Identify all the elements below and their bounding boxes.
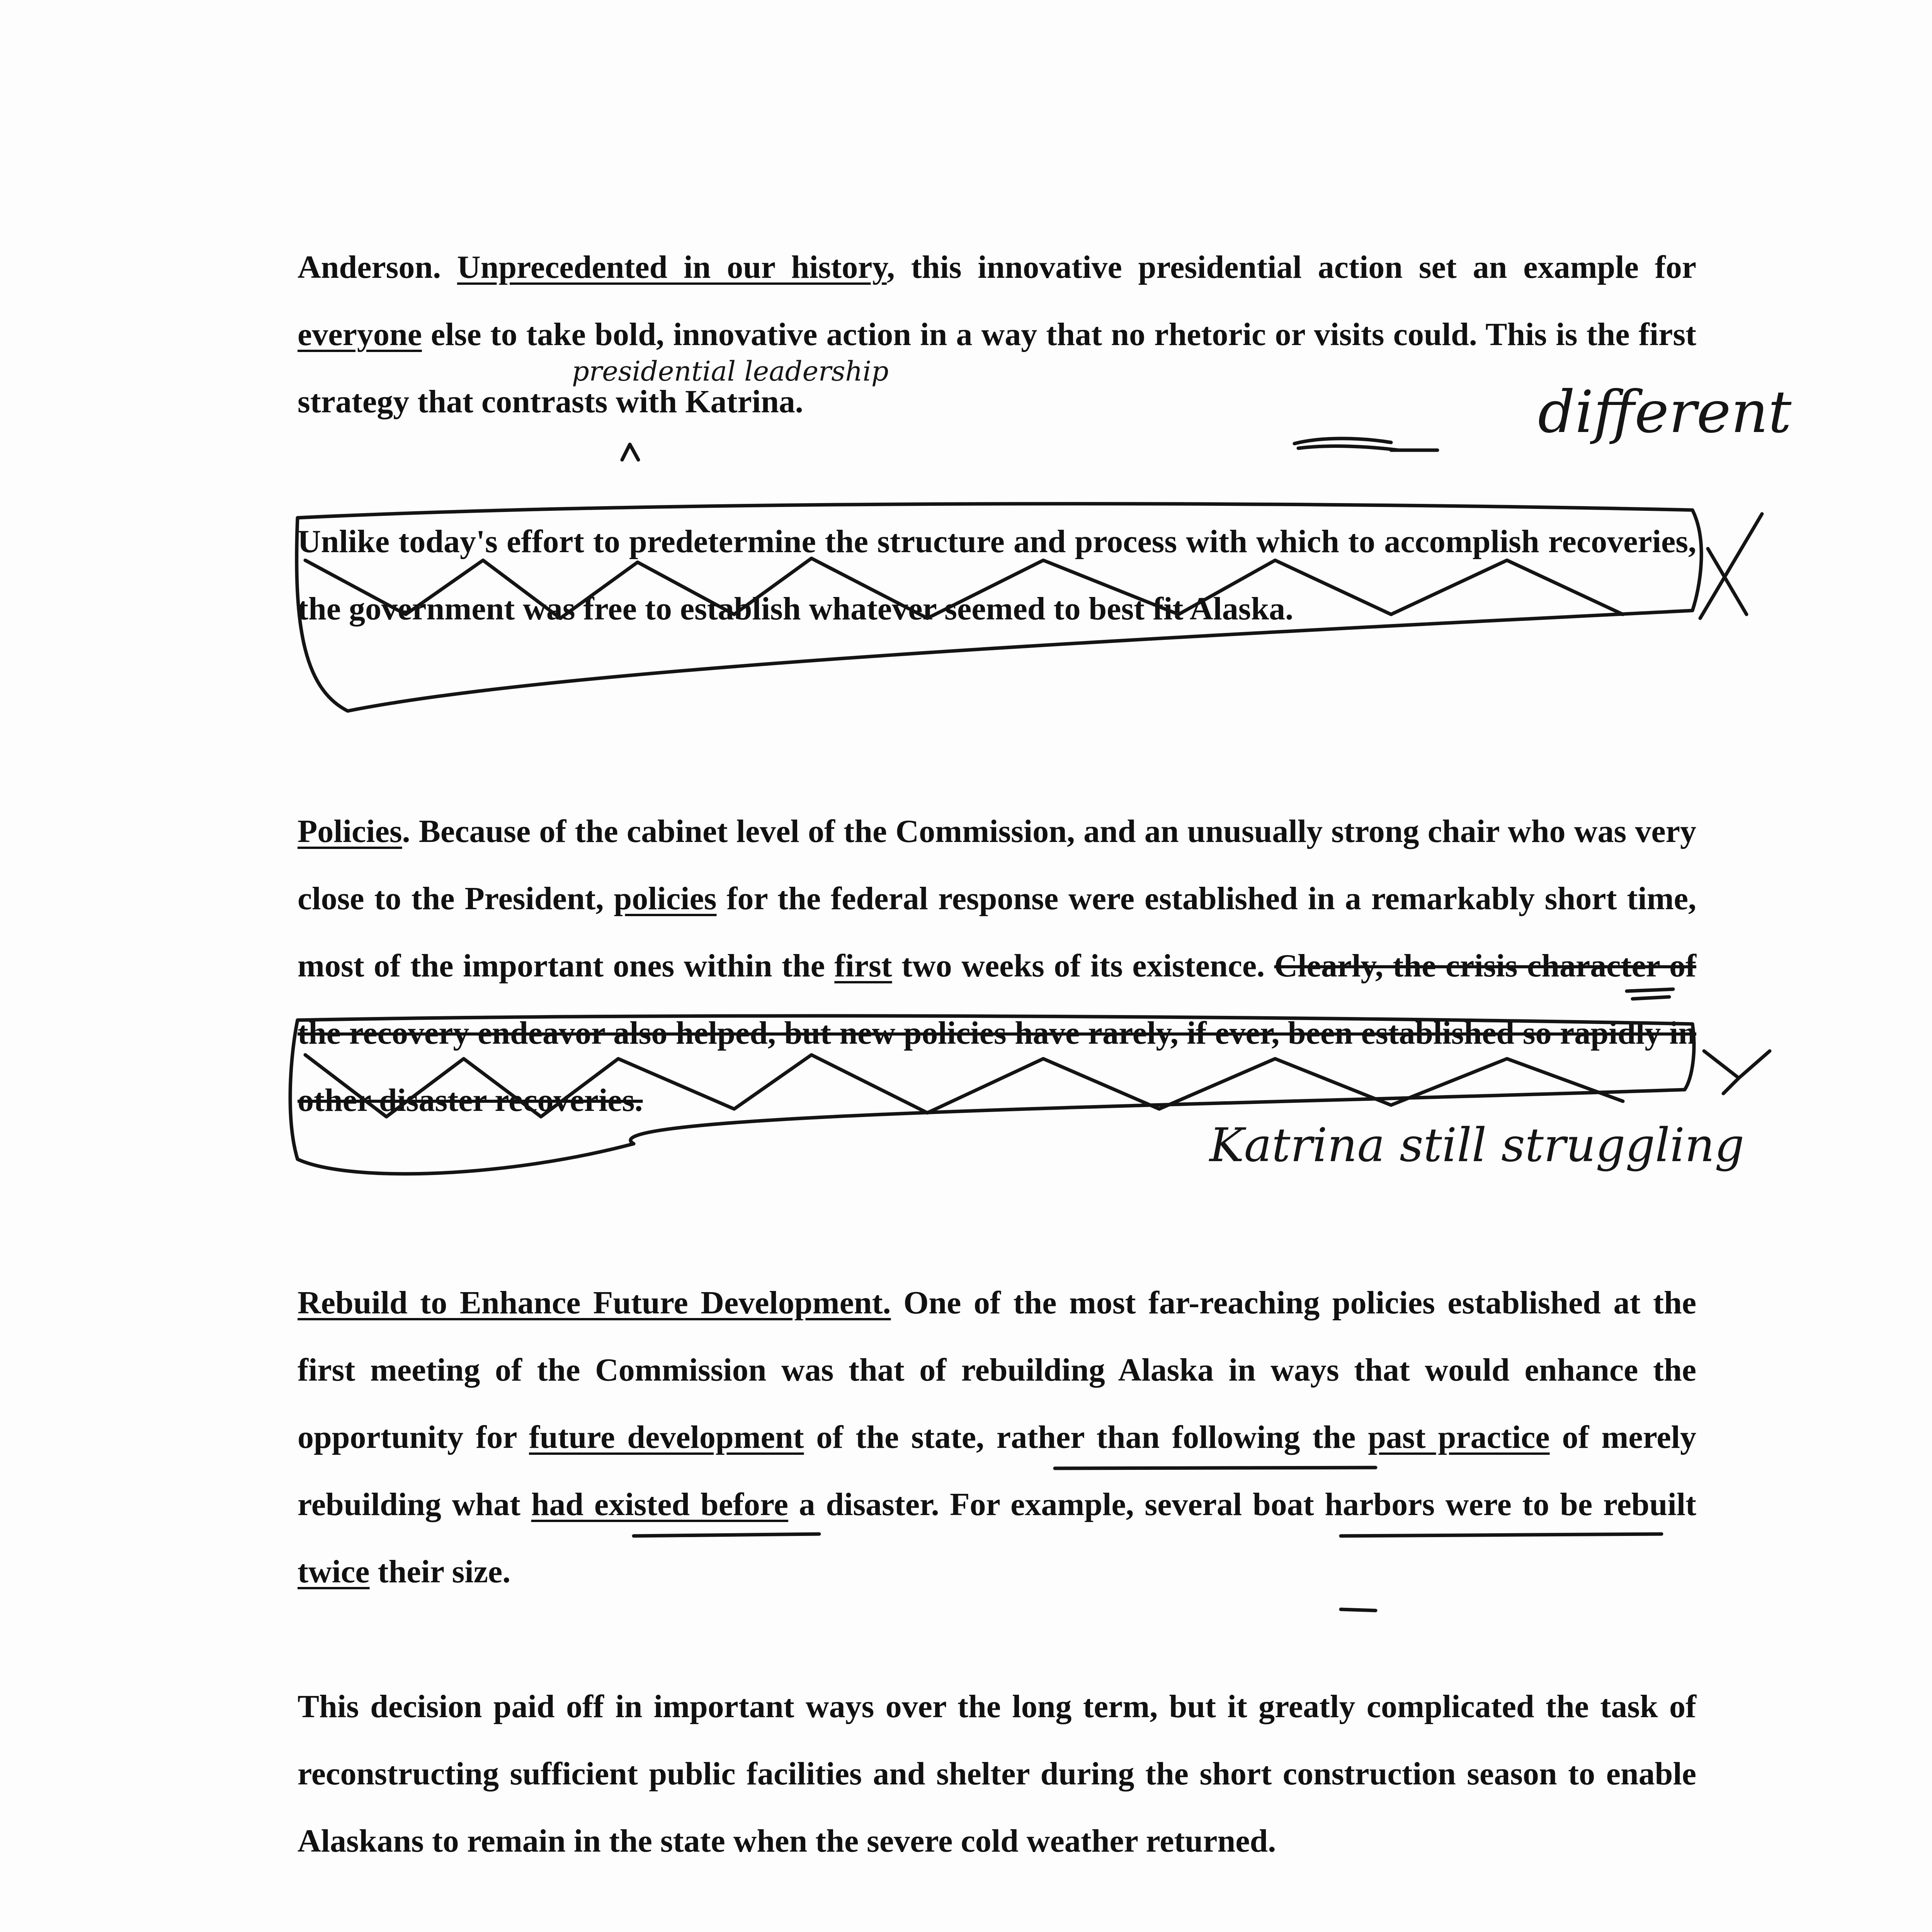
text-run: , this innovative presidential action set an example for (886, 249, 1696, 285)
text-run: two weeks of its existence. (892, 948, 1274, 984)
text-run: else to take bold, innovative action in a way that no rhetoric or visits could. This is the first strategy that contrasts with Katrina. (298, 316, 1696, 420)
underlined-phrase: had existed before (531, 1486, 788, 1522)
text-run: of merely rebuilding what (298, 1419, 1696, 1522)
text-run: One of the most far-reaching policies established at the first meeting of the Commission was that of rebuilding Alaska in ways that would enhance the opportunity for (298, 1285, 1696, 1455)
heading-policies: Policies (298, 813, 402, 849)
text-run: . Because of the cabinet level of the Commission, and an unusually strong chair who was very close to the President, (298, 813, 1696, 917)
underlined-word: everyone (298, 316, 422, 352)
handwritten-insert: presidential leadership (572, 355, 889, 387)
underlined-word: first (834, 948, 892, 984)
handwritten-note-different: different (1538, 379, 1792, 446)
circled-passage: Unlike today's effort to predetermine the structure and process with which to accomplish recoveries, the government was free to establish whatever seemed to best fit Alaska. (298, 524, 1696, 627)
text-run: This decision paid off in important ways over the long term, but it greatly complicated the task of reconstructing sufficient public facilities and shelter during the short construction season to enable Alaskans to remain in the state when the severe cold weather returned. (298, 1689, 1696, 1859)
paragraph-5 (298, 1673, 1696, 1875)
text-run: their size. (369, 1554, 511, 1590)
paragraph-2 (298, 508, 1696, 643)
underlined-word: twice (298, 1554, 370, 1590)
underlined-phrase: past practice (1368, 1419, 1550, 1455)
margin-x-mark (1700, 514, 1762, 618)
paragraph-1 (298, 234, 1696, 435)
paragraph-3 (298, 798, 1696, 1134)
text-run: of the state, rather than following the (804, 1419, 1368, 1455)
text-run: Anderson. (298, 249, 457, 285)
heavy-underline-mark (1341, 1609, 1376, 1611)
underlined-phrase: future development (529, 1419, 804, 1455)
paragraph-4 (298, 1269, 1696, 1605)
text-run: for the federal response were established in a remarkably short time, most of the important ones within the (298, 881, 1696, 984)
insertion-caret-mark (622, 444, 638, 460)
text-run: a disaster. For example, several boat harbors were to be rebuilt (788, 1486, 1697, 1522)
scribble-mark (1294, 439, 1437, 450)
handwritten-note-katrina: Katrina still struggling (1209, 1119, 1745, 1172)
underlined-word: policies (614, 881, 717, 917)
heading-rebuild: Rebuild to Enhance Future Development. (298, 1285, 891, 1321)
struck-through-passage: Clearly, the crisis character of the recovery endeavor also helped, but new policies have rarely, if ever, been established so rapidly in other disaster recoveries. (298, 948, 1696, 1118)
underlined-phrase: Unprecedented in our history (457, 249, 887, 285)
margin-x-mark-2 (1704, 1051, 1770, 1094)
